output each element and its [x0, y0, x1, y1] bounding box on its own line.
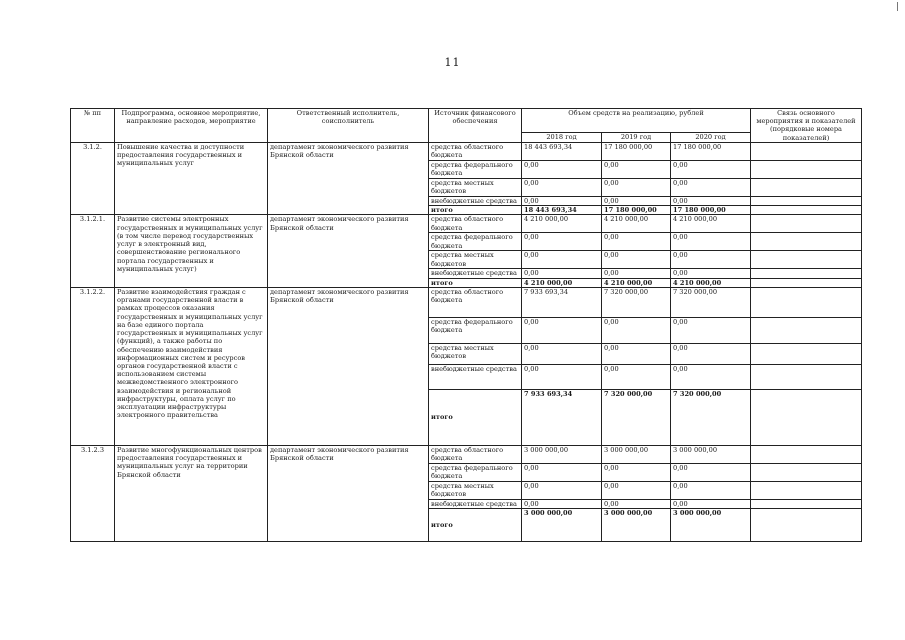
indicator-link: [751, 343, 862, 364]
indicator-link: [751, 445, 862, 463]
funding-source: внебюджетные средства: [429, 269, 522, 278]
indicator-link: [751, 233, 862, 251]
indicator-link: [751, 278, 862, 287]
amount-2019: 0,00: [602, 343, 671, 364]
funding-source: внебюджетные средства: [429, 499, 522, 508]
amount-2020: 3 000 000,00: [671, 509, 751, 542]
funding-source: итого: [429, 206, 522, 215]
amount-2020: 0,00: [671, 196, 751, 205]
amount-2019: 0,00: [602, 251, 671, 269]
header-year-2018: 2018 год: [522, 132, 602, 142]
amount-2020: 0,00: [671, 364, 751, 389]
amount-2018: 0,00: [522, 251, 602, 269]
amount-2018: 18 443 693,34: [522, 142, 602, 160]
amount-2018: 4 210 000,00: [522, 215, 602, 233]
funding-source: внебюджетные средства: [429, 196, 522, 205]
amount-2018: 18 443 693,34: [522, 206, 602, 215]
item-number: 3.1.2.: [71, 142, 115, 214]
indicator-link: [751, 215, 862, 233]
amount-2019: 3 000 000,00: [602, 445, 671, 463]
funding-source: средства местных бюджетов: [429, 481, 522, 499]
amount-2018: 7 933 693,34: [522, 287, 602, 317]
item-name: Развитие системы электронных государственных и муниципальных услуг (в том числе перевод государственных услуг в электронный вид, совершенствование регионального портала государственных и муниципальных услуг): [115, 215, 268, 287]
amount-2019: 0,00: [602, 178, 671, 196]
amount-2018: 0,00: [522, 343, 602, 364]
header-volume: Объем средств на реализацию, рублей: [522, 109, 751, 133]
indicator-link: [751, 269, 862, 278]
amount-2020: 0,00: [671, 317, 751, 343]
indicator-link: [751, 364, 862, 389]
funding-source: средства областного бюджета: [429, 445, 522, 463]
item-number: 3.1.2.1.: [71, 215, 115, 287]
amount-2020: 3 000 000,00: [671, 445, 751, 463]
amount-2019: 7 320 000,00: [602, 287, 671, 317]
amount-2018: 0,00: [522, 463, 602, 481]
amount-2019: 0,00: [602, 317, 671, 343]
indicator-link: [751, 317, 862, 343]
amount-2020: 4 210 000,00: [671, 215, 751, 233]
edge-mark: [897, 2, 898, 11]
amount-2020: 0,00: [671, 178, 751, 196]
amount-2018: 0,00: [522, 364, 602, 389]
funding-source: средства федерального бюджета: [429, 233, 522, 251]
funding-source: средства местных бюджетов: [429, 178, 522, 196]
amount-2020: 7 320 000,00: [671, 287, 751, 317]
amount-2019: 3 000 000,00: [602, 509, 671, 542]
header-year-2020: 2020 год: [671, 132, 751, 142]
amount-2019: 17 180 000,00: [602, 206, 671, 215]
header-source: Источник финансового обеспечения: [429, 109, 522, 143]
amount-2018: 4 210 000,00: [522, 278, 602, 287]
amount-2019: 0,00: [602, 364, 671, 389]
header-num: № пп: [71, 109, 115, 143]
item-executor: департамент экономического развития Брянской области: [268, 142, 429, 214]
indicator-link: [751, 287, 862, 317]
amount-2018: 3 000 000,00: [522, 509, 602, 542]
indicator-link: [751, 251, 862, 269]
funding-source: средства федерального бюджета: [429, 317, 522, 343]
funding-source: средства местных бюджетов: [429, 251, 522, 269]
amount-2018: 3 000 000,00: [522, 445, 602, 463]
amount-2020: 0,00: [671, 269, 751, 278]
amount-2018: 0,00: [522, 269, 602, 278]
item-executor: департамент экономического развития Брянской области: [268, 287, 429, 445]
indicator-link: [751, 389, 862, 445]
indicator-link: [751, 463, 862, 481]
amount-2019: 7 320 000,00: [602, 389, 671, 445]
amount-2019: 0,00: [602, 233, 671, 251]
item-executor: департамент экономического развития Брянской области: [268, 445, 429, 541]
amount-2020: 0,00: [671, 343, 751, 364]
financing-table: [70, 108, 862, 542]
funding-source: средства местных бюджетов: [429, 343, 522, 364]
funding-source: средства федерального бюджета: [429, 160, 522, 178]
indicator-link: [751, 499, 862, 508]
funding-source: средства федерального бюджета: [429, 463, 522, 481]
amount-2020: 4 210 000,00: [671, 278, 751, 287]
item-name: Повышение качества и доступности предоставления государственных и муниципальных услуг: [115, 142, 268, 214]
funding-source: итого: [429, 278, 522, 287]
amount-2018: 7 933 693,34: [522, 389, 602, 445]
header-subprogram: Подпрограмма, основное мероприятие, направление расходов, мероприятие: [115, 109, 268, 143]
amount-2019: 0,00: [602, 196, 671, 205]
indicator-link: [751, 206, 862, 215]
amount-2018: 0,00: [522, 233, 602, 251]
indicator-link: [751, 142, 862, 160]
item-number: 3.1.2.3: [71, 445, 115, 541]
amount-2020: 0,00: [671, 463, 751, 481]
amount-2019: 0,00: [602, 160, 671, 178]
table-row: [71, 445, 862, 463]
item-name: Развитие взаимодействия граждан с органами государственной власти в рамках процессов оказания государственных и муниципальных услуг на базе единого портала государственных и муниципальных услуг (функций), а также работы по обеспечению взаимодействия информационных систем и ресурсов органов государственной власти с использованием системы межведомственного электронного взаимодействия и региональной инфраструктуры, оплата услуг по эксплуатации инфраструктуры электронного правительства: [115, 287, 268, 445]
item-number: 3.1.2.2.: [71, 287, 115, 445]
amount-2019: 0,00: [602, 481, 671, 499]
amount-2020: 0,00: [671, 160, 751, 178]
amount-2020: 17 180 000,00: [671, 206, 751, 215]
funding-source: итого: [429, 509, 522, 542]
amount-2019: 4 210 000,00: [602, 278, 671, 287]
table-row: [71, 142, 862, 160]
amount-2018: 0,00: [522, 499, 602, 508]
header-link: Связь основного мероприятия и показателей (порядковые номера показателей): [751, 109, 862, 143]
amount-2019: 0,00: [602, 463, 671, 481]
amount-2018: 0,00: [522, 481, 602, 499]
funding-source: средства областного бюджета: [429, 142, 522, 160]
amount-2020: 0,00: [671, 251, 751, 269]
amount-2020: 17 180 000,00: [671, 142, 751, 160]
amount-2019: 0,00: [602, 269, 671, 278]
page-number: 11: [444, 56, 461, 69]
item-executor: департамент экономического развития Брянской области: [268, 215, 429, 287]
amount-2019: 0,00: [602, 499, 671, 508]
amount-2020: 0,00: [671, 499, 751, 508]
item-name: Развитие многофункциональных центров предоставления государственных и муниципальных услуг на территории Брянской области: [115, 445, 268, 541]
amount-2018: 0,00: [522, 160, 602, 178]
amount-2018: 0,00: [522, 317, 602, 343]
amount-2018: 0,00: [522, 196, 602, 205]
amount-2018: 0,00: [522, 178, 602, 196]
header-executor: Ответственный исполнитель, соисполнитель: [268, 109, 429, 143]
header-year-2019: 2019 год: [602, 132, 671, 142]
funding-source: средства областного бюджета: [429, 215, 522, 233]
amount-2020: 7 320 000,00: [671, 389, 751, 445]
table-row: [71, 287, 862, 317]
indicator-link: [751, 178, 862, 196]
amount-2019: 17 180 000,00: [602, 142, 671, 160]
indicator-link: [751, 160, 862, 178]
funding-source: средства областного бюджета: [429, 287, 522, 317]
indicator-link: [751, 196, 862, 205]
indicator-link: [751, 509, 862, 542]
amount-2020: 0,00: [671, 481, 751, 499]
amount-2020: 0,00: [671, 233, 751, 251]
indicator-link: [751, 481, 862, 499]
amount-2019: 4 210 000,00: [602, 215, 671, 233]
funding-source: итого: [429, 389, 522, 445]
table-row: [71, 215, 862, 233]
funding-source: внебюджетные средства: [429, 364, 522, 389]
